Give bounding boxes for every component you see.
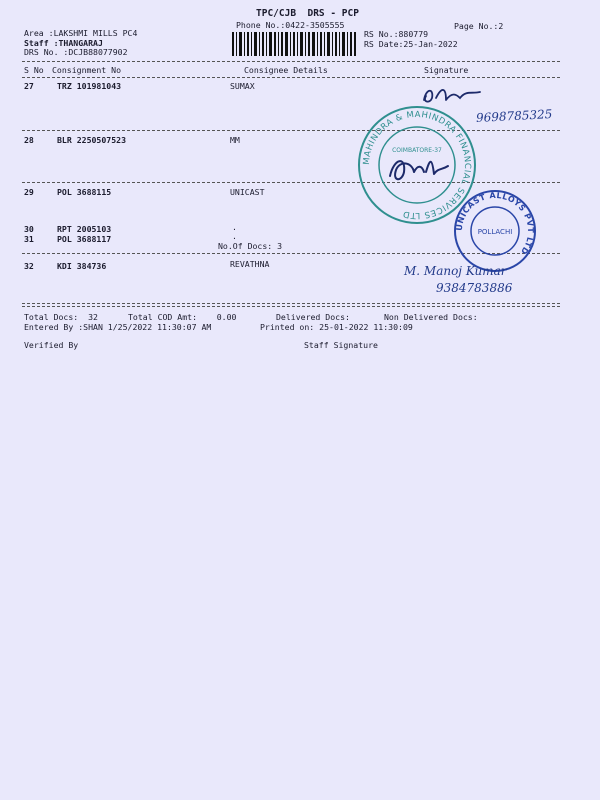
row-29-consignment: POL 3688115	[57, 187, 112, 197]
barcode	[232, 32, 356, 56]
stamp-1-text: MAHINDRA & MAHINDRA FINANCIAL SERVICES LTD	[361, 109, 473, 221]
row-27-consignment: TRZ 101981043	[57, 81, 122, 91]
delivered-docs: Delivered Docs:	[276, 312, 350, 322]
row-32-sno: 32	[24, 261, 34, 271]
total-docs: Total Docs: 32	[24, 312, 98, 322]
rs-date: RS Date:25-Jan-2022	[364, 39, 458, 49]
row-32-consignee: REVATHNA	[230, 259, 270, 269]
verified-by-label: Verified By	[24, 340, 79, 350]
col-header-consignee: Consignee Details	[244, 65, 328, 75]
docs-count-note: No.Of Docs: 3	[218, 241, 283, 251]
row-31-consignment: POL 3688117	[57, 234, 112, 244]
row-29-consignee: UNICAST	[230, 187, 265, 197]
row-28-consignment: BLR 2250507523	[57, 135, 127, 145]
row-separator	[22, 130, 560, 131]
stamp-2-text: UNICAST ALLOYS PVT LTD	[454, 190, 536, 257]
row-30-consignment: RPT 2005103	[57, 224, 112, 234]
handwritten-signature	[416, 82, 496, 110]
page-number: Page No.:2	[454, 21, 504, 31]
handwritten-phone: 9384783886	[436, 281, 513, 295]
staff-label: Staff :THANGARAJ	[24, 38, 103, 48]
document-title: TPC/CJB DRS - PCP	[256, 8, 359, 19]
row-32-consignment: KDI 384736	[57, 261, 107, 271]
row-30-consignee: .	[232, 222, 237, 232]
col-header-sno: S No	[24, 65, 44, 75]
receiver-signature	[384, 148, 454, 188]
stamp-1-inner: COIMBATORE-37	[392, 147, 442, 154]
svg-text:UNICAST ALLOYS PVT LTD	[455, 191, 535, 256]
row-28-sno: 28	[24, 135, 34, 145]
row-27-sno: 27	[24, 81, 34, 91]
area-label: Area :LAKSHMI MILLS PC4	[24, 28, 138, 38]
footer-top-rule	[22, 303, 560, 304]
col-header-consignment: Consignment No	[52, 65, 122, 75]
row-28-consignee: MM	[230, 135, 240, 145]
row-29-sno: 29	[24, 187, 34, 197]
row-31-consignee: .	[232, 231, 237, 241]
row-separator	[22, 182, 560, 183]
handwritten-phone: 9698785325	[475, 107, 553, 125]
phone-number: Phone No.:0422-3505555	[236, 20, 345, 30]
staff-signature-label: Staff Signature	[304, 340, 378, 350]
row-31-sno: 31	[24, 234, 34, 244]
row-30-sno: 30	[24, 224, 34, 234]
header-bottom-rule	[22, 77, 560, 78]
total-cod-amount: Total COD Amt: 0.00	[128, 312, 237, 322]
rs-number: RS No.:880779	[364, 29, 429, 39]
entered-by: Entered By :SHAN 1/25/2022 11:30:07 AM	[24, 322, 212, 332]
printed-on: Printed on: 25-01-2022 11:30:09	[260, 322, 413, 332]
stamp-2-inner: POLLACHI	[477, 228, 513, 236]
col-header-signature: Signature	[424, 65, 469, 75]
drs-number: DRS No. :DCJB88077902	[24, 47, 128, 57]
header-top-rule	[22, 61, 560, 62]
company-seal-stamp	[452, 188, 538, 274]
non-delivered-docs: Non Delivered Docs:	[384, 312, 478, 322]
row-27-consignee: SUMAX	[230, 81, 255, 91]
handwritten-receiver-name: M. Manoj Kumar	[404, 264, 507, 278]
